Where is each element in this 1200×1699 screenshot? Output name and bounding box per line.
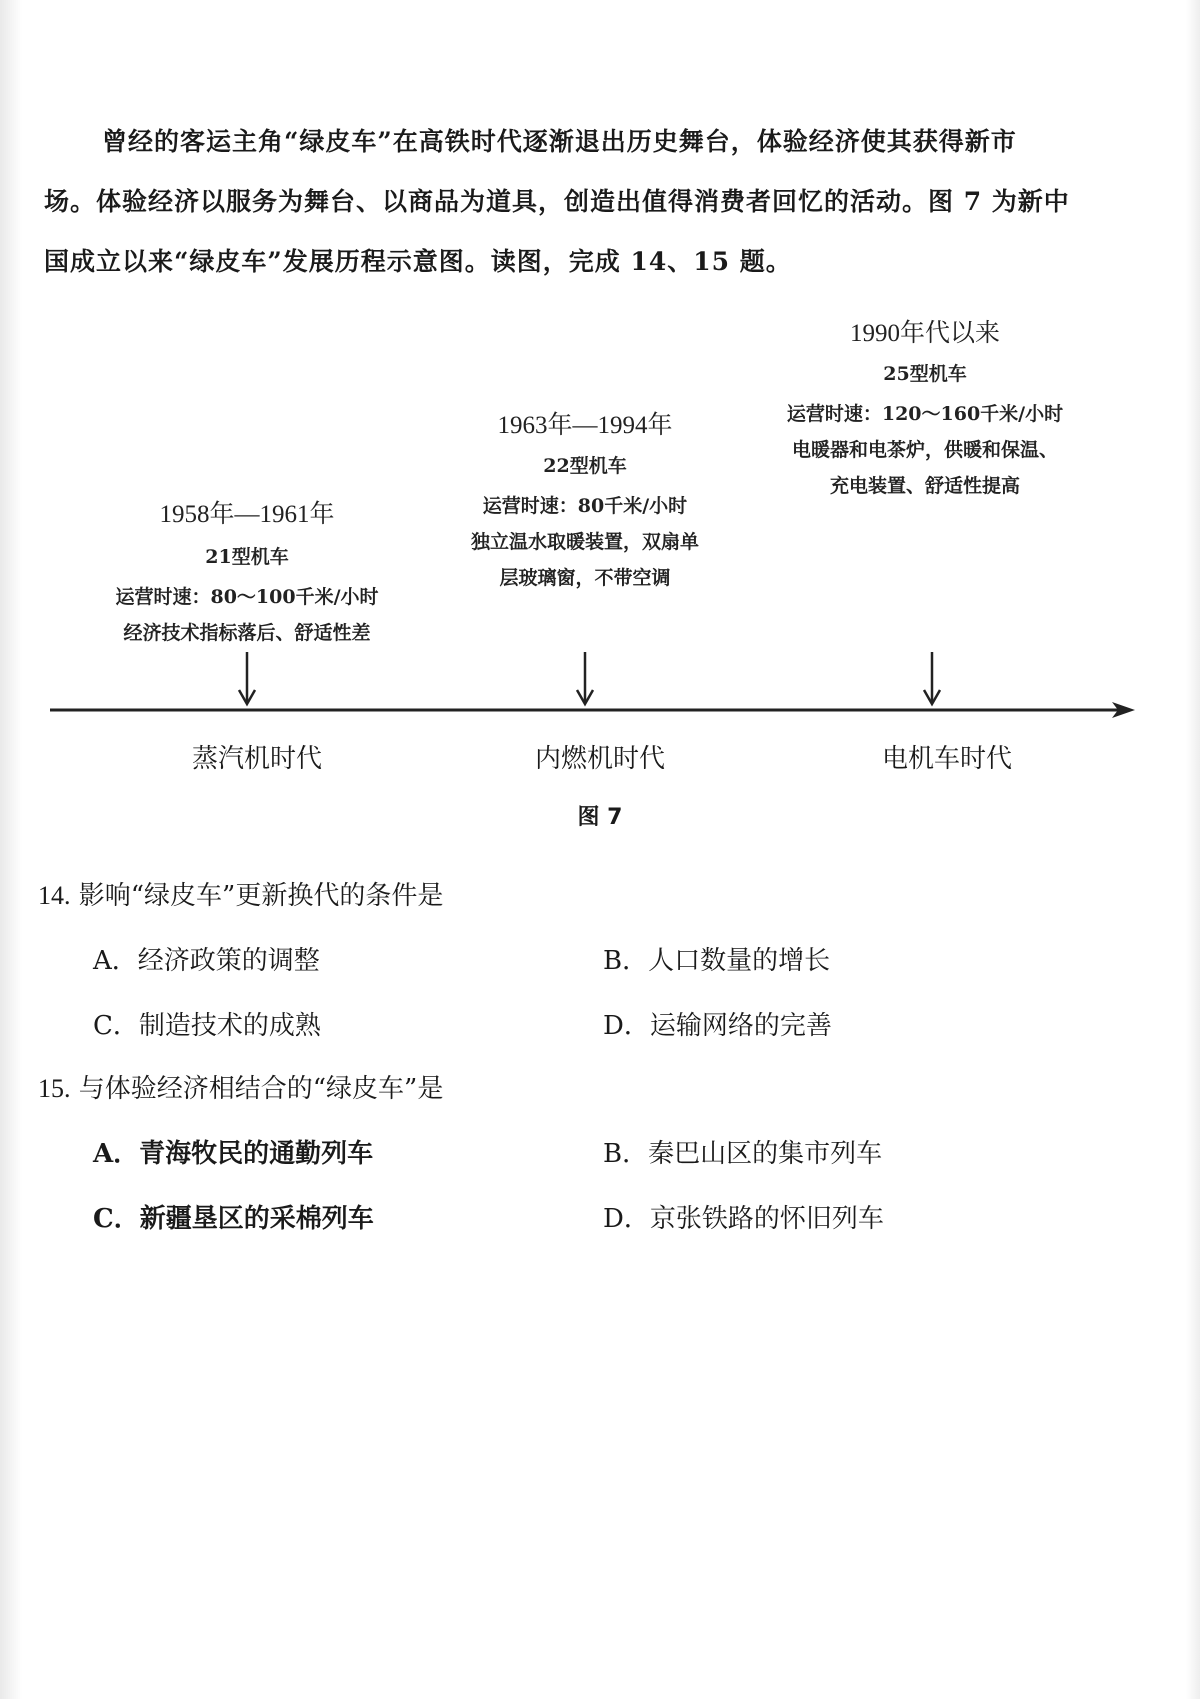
stage-detail: 运营时速：120～160千米/小时 (786, 403, 1064, 425)
stage-model: 25型机车 (883, 363, 967, 385)
intro-line-2: 场。体验经济以服务为舞台、以商品为道具，创造出值得消费者回忆的活动。图 7 为新中 (44, 187, 1070, 216)
era-label-steam: 蒸汽机时代 (191, 744, 322, 774)
stage-detail: 运营时速：80千米/小时 (482, 495, 688, 517)
timeline-axis (0, 640, 1200, 720)
stage-years: 1958年—1961年 (159, 501, 335, 528)
option-15-a[interactable]: A．青海牧民的通勤列车 (93, 1139, 374, 1169)
stage-detail: 运营时速：80～100千米/小时 (115, 586, 379, 608)
stage-detail: 电暖器和电茶炉，供暖和保温、 (791, 439, 1058, 461)
era-label-diesel: 内燃机时代 (534, 744, 665, 774)
stage-years: 1963年—1994年 (497, 412, 673, 439)
down-arrow-icon (577, 652, 593, 704)
question-15 (38, 1068, 443, 1105)
stage-detail: 经济技术指标落后、舒适性差 (123, 622, 371, 644)
question-number: 15. (38, 1074, 71, 1103)
question-stem: 影响“绿皮车”更新换代的条件是 (78, 881, 444, 911)
page-right-shadow (1186, 0, 1200, 1699)
option-15-b[interactable]: B．秦巴山区的集市列车 (603, 1139, 883, 1169)
down-arrow-icon (239, 652, 255, 704)
stage-diesel (420, 405, 750, 596)
option-14-c[interactable]: C．制造技术的成熟 (93, 1011, 321, 1041)
figure-caption: 图 7 (577, 805, 623, 830)
stage-model: 21型机车 (205, 546, 289, 568)
intro-line-1: 曾经的客运主角“绿皮车”在高铁时代逐渐退出历史舞台，体验经济使其获得新市 (102, 127, 1017, 156)
stage-detail: 层玻璃窗，不带空调 (499, 567, 671, 589)
stage-years: 1990年代以来 (849, 320, 1000, 347)
intro-line-3: 国成立以来“绿皮车”发展历程示意图。读图，完成 14、15 题。 (44, 247, 792, 276)
down-arrow-icon (924, 652, 940, 704)
page-left-shadow (0, 0, 22, 1699)
intro-paragraph (44, 112, 1124, 292)
option-15-c[interactable]: C．新疆垦区的采棉列车 (93, 1204, 374, 1234)
option-15-d[interactable]: D．京张铁路的怀旧列车 (603, 1204, 884, 1234)
option-14-b[interactable]: B．人口数量的增长 (603, 946, 831, 976)
question-stem: 与体验经济相结合的“绿皮车”是 (78, 1074, 444, 1104)
stage-model: 22型机车 (543, 455, 627, 477)
era-label-electric: 电机车时代 (881, 744, 1012, 774)
stage-detail: 独立温水取暖装置，双扇单 (470, 531, 699, 553)
question-14 (38, 875, 443, 912)
question-number: 14. (38, 881, 71, 910)
option-14-d[interactable]: D．运输网络的完善 (603, 1011, 832, 1041)
stage-detail: 充电装置、舒适性提高 (829, 475, 1020, 497)
option-14-a[interactable]: A．经济政策的调整 (93, 946, 320, 976)
stage-steam (92, 494, 402, 651)
stage-electric (765, 313, 1085, 504)
